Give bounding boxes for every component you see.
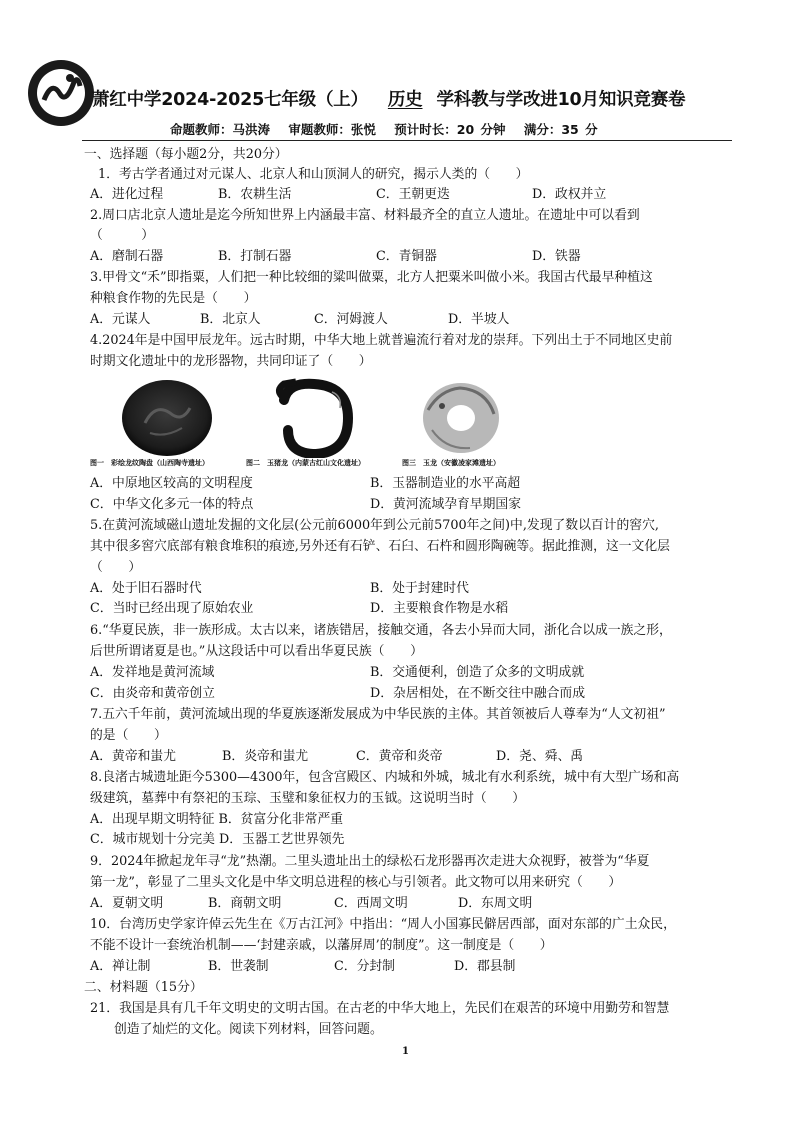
q7-option-b: B．炎帝和蚩尤	[222, 749, 309, 764]
q2-option-c: C．青铜器	[376, 249, 437, 264]
question-21-text: 21．我国是具有几千年文明史的文明古国。在古老的中华大地上，先民们在艰苦的环境中用勤劳和智慧	[90, 1001, 670, 1016]
reviewer-teacher: 审题教师：张悦	[288, 122, 376, 137]
q5-option-a: A．处于旧石器时代	[90, 581, 202, 596]
question-4-text: 4.2024年是中国甲辰龙年。远古时期，中华大地上就普遍流行着对龙的崇拜。下列出土于不同地区史前	[90, 333, 673, 348]
q3-option-d: D．半坡人	[448, 312, 510, 327]
question-7-text: 7.五六千年前，黄河流域出现的华夏族逐渐发展成为中华民族的主体。其首领被后人尊奉为“人文初祖”	[90, 707, 666, 722]
question-10-text-2: 不能不设计一套统治机制——‘封建亲戚，以藩屏周’的制度”。这一制度是（ ）	[90, 938, 553, 953]
q1-option-d: D．政权并立	[532, 187, 607, 202]
q4-option-c: C．中华文化多元一体的特点	[90, 497, 254, 512]
q4-option-b: B．玉器制造业的水平高超	[370, 476, 521, 491]
q5-option-b: B．处于封建时代	[370, 581, 469, 596]
q9-option-b: B．商朝文明	[208, 896, 282, 911]
q6-option-a: A．发祥地是黄河流域	[90, 665, 215, 680]
q10-option-a: A．禅让制	[90, 959, 151, 974]
q5-option-c: C．当时已经出现了原始农业	[90, 601, 254, 616]
figure-2-caption: 图二 玉猪龙（内蒙古红山文化遗址）	[246, 459, 365, 467]
question-7-text-2: 的是（ ）	[90, 728, 167, 743]
q8-option-ab: A．出现早期文明特征 B．贫富分化非常严重	[90, 812, 344, 827]
q3-option-a: A．元谋人	[90, 312, 151, 327]
q6-option-d: D．杂居相处，在不断交往中融合而成	[370, 686, 586, 701]
q7-option-d: D．尧、舜、禹	[496, 749, 584, 764]
question-10-text: 10．台湾历史学家许倬云先生在《万古江河》中指出：“周人小国寡民僻居西部，面对东部的广土众民，	[90, 917, 676, 932]
exam-duration: 预计时长：20 分钟	[394, 122, 506, 137]
q1-option-c: C．王朝更迭	[376, 187, 450, 202]
q7-option-a: A．黄帝和蚩尤	[90, 749, 177, 764]
header-divider	[82, 140, 732, 141]
question-1-text: 1．考古学者通过对元谋人、北京人和山顶洞人的研究，揭示人类的（ ）	[98, 167, 529, 182]
q6-option-c: C．由炎帝和黄帝创立	[90, 686, 215, 701]
setter-teacher: 命题教师：马洪涛	[170, 122, 271, 137]
q9-option-c: C．西周文明	[334, 896, 408, 911]
q4-option-a: A．中原地区较高的文明程度	[90, 476, 253, 491]
question-3-text-2: 种粮食作物的先民是（ ）	[90, 291, 257, 306]
page-number: 1	[402, 1046, 409, 1057]
question-5-text: 5.在黄河流域磁山遗址发掘的文化层(公元前6000年到公元前5700年之间)中,发现了数以百计的窖穴,	[90, 518, 659, 533]
question-5-text-3: （ ）	[90, 560, 142, 575]
question-8-text: 8.良渚古城遗址距今5300—4300年，包含宫殿区、内城和外城，城北有水利系统，城中有大型广场和高	[90, 770, 680, 785]
school-logo	[26, 58, 96, 128]
full-score: 满分：35 分	[523, 122, 598, 137]
q7-option-c: C．黄帝和炎帝	[356, 749, 443, 764]
q2-option-a: A．磨制石器	[90, 249, 164, 264]
q6-option-b: B．交通便利，创造了众多的文明成就	[370, 665, 585, 680]
question-3-text: 3.甲骨文“禾”即指粟，人们把一种比较细的粱叫做粟，北方人把粟米叫做小米。我国古代最早种植这	[90, 270, 653, 285]
jade-pig-dragon-image	[274, 378, 358, 458]
q5-option-d: D．主要粮食作物是水稻	[370, 601, 509, 616]
question-2-text-2: （ ）	[90, 228, 154, 243]
q4-option-d: D．黄河流域孕育早期国家	[370, 497, 522, 512]
section2-heading: 二、材料题（15分）	[84, 980, 203, 995]
title-main: 萧红中学2024-2025七年级（上）	[92, 90, 368, 110]
jade-dragon-image	[420, 380, 502, 456]
question-5-text-2: 其中很多窖穴底部有粮食堆积的痕迹,另外还有石铲、石臼、石杵和圆形陶碗等。据此推测，这一文化层	[90, 539, 670, 554]
exam-info	[170, 120, 610, 138]
q10-option-d: D．郡县制	[454, 959, 516, 974]
question-4-text-2: 时期文化遗址中的龙形器物，共同印证了（ ）	[90, 354, 372, 369]
q10-option-c: C．分封制	[334, 959, 395, 974]
exam-title	[92, 86, 732, 111]
question-6-text: 6.“华夏民族，非一族形成。太古以来，诸族错居，接触交通，各去小异而大同，浙化合以成一族之形，	[90, 623, 672, 638]
q8-option-cd: C．城市规划十分完美 D．玉器工艺世界领先	[90, 832, 345, 847]
title-rest: 学科教与学改进10月知识竞赛卷	[436, 90, 686, 110]
question-9-text: 9．2024年掀起龙年寻“龙”热潮。二里头遗址出土的绿松石龙形器再次走进大众视野，被誉为“华夏	[90, 854, 650, 869]
figure-3-caption: 图三 玉龙（安徽凌家滩遗址）	[402, 459, 500, 467]
q1-option-b: B．农耕生活	[218, 187, 292, 202]
q2-option-b: B．打制石器	[218, 249, 292, 264]
question-8-text-2: 级建筑，墓葬中有祭祀的玉琮、玉璧和象征权力的玉钺。这说明当时（ ）	[90, 791, 526, 806]
q3-option-b: B．北京人	[200, 312, 261, 327]
title-subject: 历史	[387, 90, 423, 110]
question-2-text: 2.周口店北京人遗址是迄今所知世界上内涵最丰富、材料最齐全的直立人遗址。在遗址中可以看到	[90, 208, 640, 223]
figure-1-caption: 图一 彩绘龙纹陶盘（山西陶寺遗址）	[90, 459, 209, 467]
question-6-text-2: 后世所谓诸夏是也。”从这段话中可以看出华夏民族（ ）	[90, 644, 423, 659]
q2-option-d: D．铁器	[532, 249, 581, 264]
q1-option-a: A．进化过程	[90, 187, 164, 202]
question-21-text-2: 创造了灿烂的文化。阅读下列材料，回答问题。	[114, 1022, 383, 1037]
q9-option-d: D．东周文明	[458, 896, 533, 911]
q9-option-a: A．夏朝文明	[90, 896, 164, 911]
section1-heading: 一、选择题（每小题2分，共20分）	[84, 147, 288, 162]
dragon-pottery-plate-image	[120, 378, 215, 458]
question-9-text-2: 第一龙”，彰显了二里头文化是中华文明总进程的核心与引领者。此文物可以用来研究（ ）	[90, 875, 622, 890]
q10-option-b: B．世袭制	[208, 959, 269, 974]
q3-option-c: C．河姆渡人	[314, 312, 388, 327]
